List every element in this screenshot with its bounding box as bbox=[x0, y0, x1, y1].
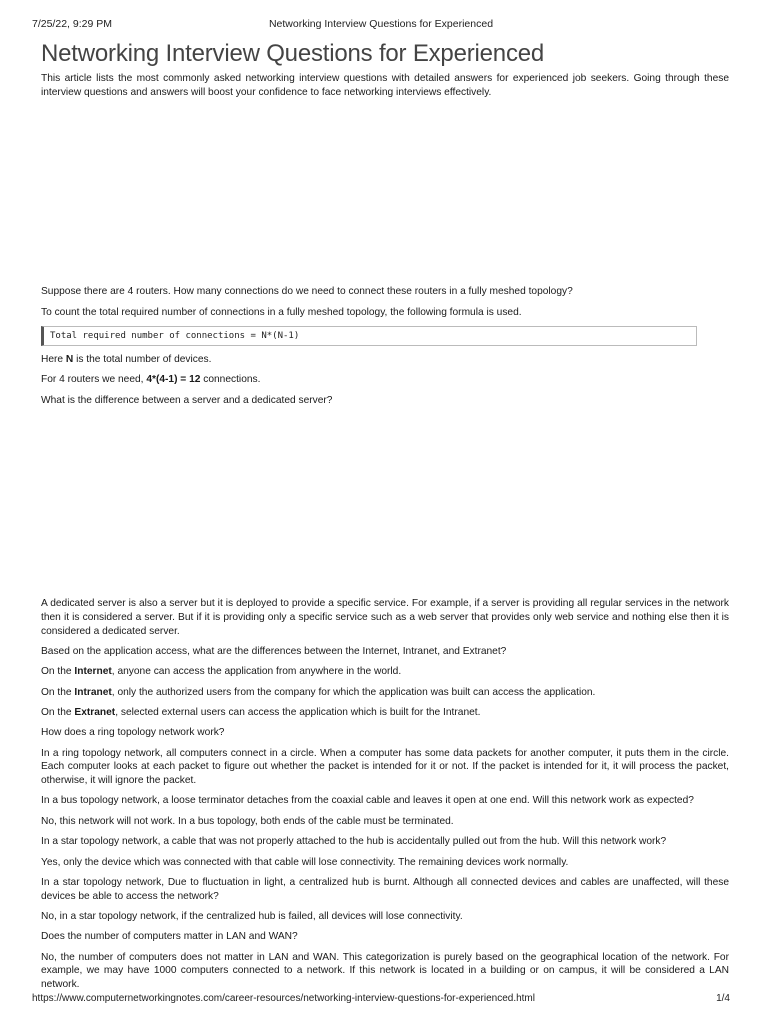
article-title: Networking Interview Questions for Experienced bbox=[41, 40, 545, 67]
answer-routers-result: For 4 routers we need, 4*(4-1) = 12 connections. bbox=[41, 374, 261, 386]
print-doc-title: Networking Interview Questions for Experienced bbox=[268, 18, 494, 30]
answer-intranet: On the Intranet, only the authorized users from the company for which the application was built can access the application. bbox=[41, 686, 596, 698]
ad-space-2 bbox=[41, 407, 729, 597]
question-internet-intranet-extranet: Based on the application access, what are the differences between the Internet, Intranet, and Extranet? bbox=[41, 645, 507, 657]
question-dedicated-server: What is the difference between a server and a dedicated server? bbox=[41, 394, 333, 406]
answer-star-cable: Yes, only the device which was connected with that cable will lose connectivity. The remaining devices work normally. bbox=[41, 856, 569, 868]
answer-star-hub: No, in a star topology network, if the centralized hub is failed, all devices will lose connectivity. bbox=[41, 911, 463, 922]
print-footer bbox=[32, 993, 730, 1007]
answer-routers-n: Here N is the total number of devices. bbox=[41, 353, 212, 365]
print-header bbox=[32, 18, 730, 32]
answer-ring-topology: In a ring topology network, all computers connect in a circle. When a computer has some data packets for another computer, it puts them in the circle. Each computer looks at each packet to figure out whether the packet is intended for it or not. If the packet is intended for it, it will process the packet, otherwise, it will ignore the packet. bbox=[41, 747, 729, 787]
print-datetime: 7/25/22, 9:29 PM bbox=[32, 18, 112, 30]
question-bus-topology: In a bus topology network, a loose terminator detaches from the coaxial cable and leaves it open at one end. Will this network work as expected? bbox=[41, 795, 694, 807]
question-lan-wan: Does the number of computers matter in LAN and WAN? bbox=[41, 931, 298, 943]
answer-bus-topology: No, this network will not work. In a bus topology, both ends of the cable must be terminated. bbox=[41, 815, 454, 827]
print-url: https://www.computernetworkingnotes.com/career-resources/networking-interview-questions-for-experienced.html bbox=[32, 993, 535, 1004]
question-star-cable: In a star topology network, a cable that was not properly attached to the hub is accidentally pulled out from the hub. Will this network work? bbox=[41, 836, 667, 848]
print-page-number: 1/4 bbox=[716, 993, 730, 1004]
article-body bbox=[41, 38, 729, 992]
answer-internet: On the Internet, anyone can access the application from anywhere in the world. bbox=[41, 666, 402, 678]
article-intro: This article lists the most commonly asked networking interview questions with detailed answers for experienced job seekers. Going through these interview questions and answers will boost your confidence to face networking interviews effectively. bbox=[41, 73, 729, 98]
question-routers: Suppose there are 4 routers. How many connections do we need to connect these routers in a fully meshed topology? bbox=[41, 286, 573, 298]
answer-dedicated-server: A dedicated server is also a server but it is deployed to provide a specific service. For example, if a server is providing all regular services in the network then it is considered a server. But if it is providing only a specific service such as a web server that provides only web service and nothing else then it is considered a dedicated server. bbox=[41, 598, 729, 637]
question-star-hub: In a star topology network, Due to fluctuation in light, a centralized hub is burnt. Although all connected devices and cables are unaffected, will these devices be able to access the network? bbox=[41, 877, 729, 902]
answer-extranet: On the Extranet, selected external users can access the application which is built for the Intranet. bbox=[41, 707, 481, 719]
answer-lan-wan: No, the number of computers does not matter in LAN and WAN. This categorization is purely based on the geographical location of the network. For example, we may have 1000 computers connected to a network. If this network is located in a building or on campus, it will be considered a LAN network. bbox=[41, 951, 729, 990]
formula-code-block: Total required number of connections = N*(N-1) bbox=[41, 326, 697, 346]
answer-routers-formula-intro: To count the total required number of connections in a fully meshed topology, the following formula is used. bbox=[41, 306, 522, 318]
question-ring-topology: How does a ring topology network work? bbox=[41, 727, 225, 739]
ad-space bbox=[41, 99, 729, 285]
